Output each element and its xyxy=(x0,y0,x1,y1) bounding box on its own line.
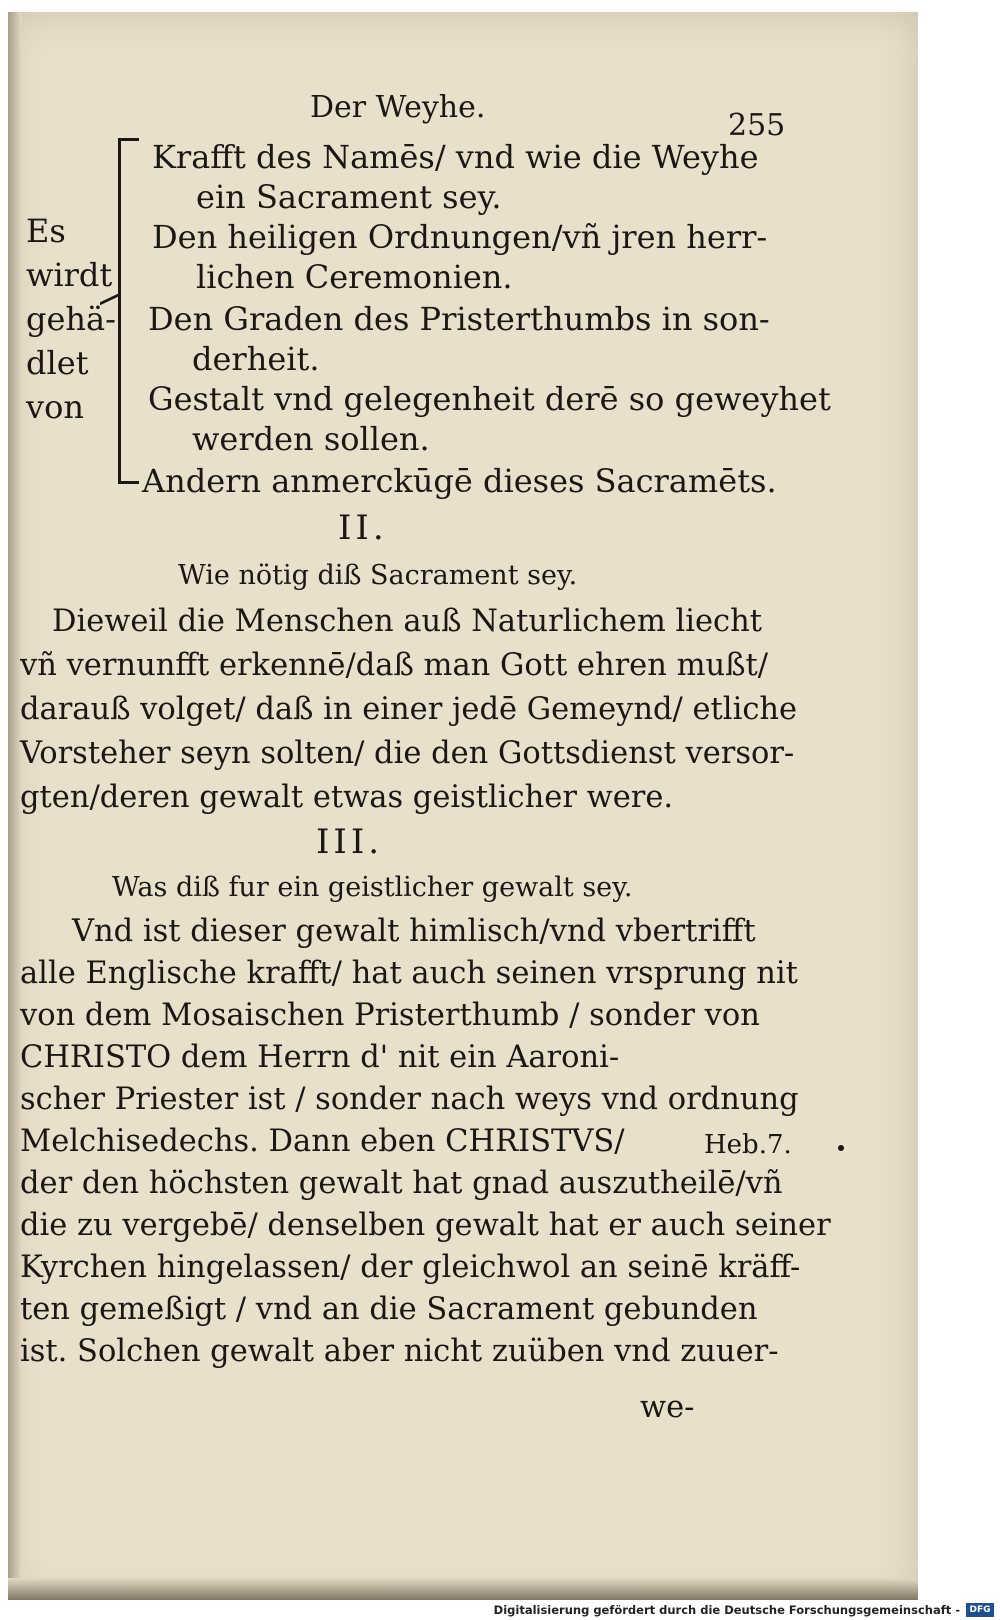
toc-line: Den Graden des Pristerthumbs in son- xyxy=(148,300,770,338)
body-line: vñ vernunfft erkennē/daß man Gott ehren mußt/ xyxy=(20,648,769,683)
section-numeral: II. xyxy=(338,508,388,548)
body-line: Dieweil die Menschen auß Naturlichem liecht xyxy=(52,604,763,639)
body-line: scher Priester ist / sonder nach weys vnd ordnung xyxy=(20,1082,799,1117)
toc-line: lichen Ceremonien. xyxy=(196,258,513,296)
body-line: Melchisedechs. Dann eben CHRISTVS/ xyxy=(20,1124,625,1159)
body-line: alle Englische krafft/ hat auch seinen vrsprung nit xyxy=(20,956,798,991)
body-line: Vnd ist dieser gewalt himlisch/vnd vbertrifft xyxy=(72,914,756,949)
dfg-logo: DFG xyxy=(966,1603,994,1617)
body-line: Vorsteher seyn solten/ die den Gottsdienst versor- xyxy=(20,736,795,771)
body-line: gten/deren gewalt etwas geistlicher were. xyxy=(20,780,674,815)
margin-label-line: Es xyxy=(26,212,66,250)
toc-line: Den heiligen Ordnungen/vñ jren herr- xyxy=(152,218,768,256)
toc-line: Andern anmerckūgē dieses Sacramēts. xyxy=(142,462,777,500)
curly-brace xyxy=(118,138,139,484)
margin-label-line: dlet xyxy=(26,344,89,382)
body-line: ten gemeßigt / vnd an die Sacrament gebunden xyxy=(20,1292,758,1327)
body-line: darauß volget/ daß in einer jedē Gemeynd/ etliche xyxy=(20,692,798,727)
page-number: 255 xyxy=(728,108,786,143)
body-line: die zu vergebē/ denselben gewalt hat er auch seiner xyxy=(20,1208,831,1243)
marginal-note: Heb.7. xyxy=(704,1130,792,1160)
running-header: Der Weyhe. xyxy=(310,90,486,125)
body-line: CHRISTO dem Herrn d' nit ein Aaroni- xyxy=(20,1040,620,1075)
section-numeral: III. xyxy=(316,822,384,862)
toc-line: derheit. xyxy=(192,340,320,378)
body-line: von dem Mosaischen Pristerthumb / sonder von xyxy=(20,998,760,1033)
page-bottom-edge xyxy=(8,1578,918,1602)
ink-speck xyxy=(838,1145,844,1151)
body-line: ist. Solchen gewalt aber nicht zuüben vnd zuuer- xyxy=(20,1334,779,1369)
toc-line: Gestalt vnd gelegenheit derē so geweyhet xyxy=(148,380,831,418)
margin-label-line: gehä- xyxy=(26,300,116,338)
body-line: der den höchsten gewalt hat gnad auszutheilē/vñ xyxy=(20,1166,783,1201)
section-heading: Was diß fur ein geistlicher gewalt sey. xyxy=(112,872,633,903)
toc-line: ein Sacrament sey. xyxy=(196,178,502,216)
footer-attribution: Digitalisierung gefördert durch die Deutsche Forschungsgemeinschaft - xyxy=(493,1603,960,1617)
toc-line: Krafft des Namēs/ vnd wie die Weyhe xyxy=(152,138,759,176)
margin-label-line: von xyxy=(26,388,84,426)
margin-label-line: wirdt xyxy=(26,256,113,294)
section-heading: Wie nötig diß Sacrament sey. xyxy=(178,560,578,591)
toc-line: werden sollen. xyxy=(192,420,430,458)
catchword: we- xyxy=(640,1390,695,1425)
body-line: Kyrchen hingelassen/ der gleichwol an seinē kräff- xyxy=(20,1250,801,1285)
